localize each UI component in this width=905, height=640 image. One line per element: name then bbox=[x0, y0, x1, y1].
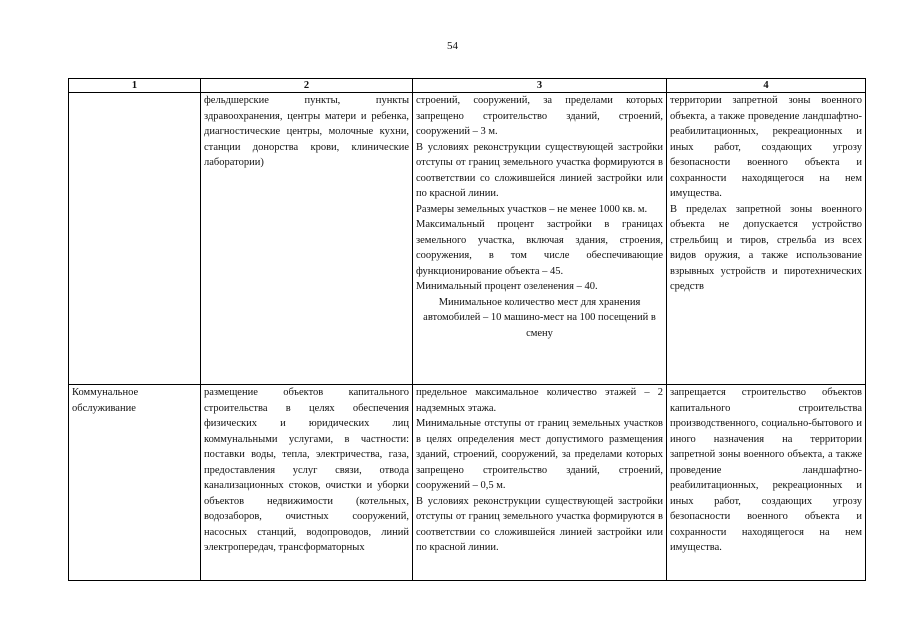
column-header-2: 2 bbox=[201, 79, 413, 93]
parameters-cell bbox=[413, 93, 667, 385]
description-text: фельдшерские пункты, пункты здравоохранения, центры матери и ребенка, диагностические центры, молочные кухни, станции донорства крови, клинические лаборатории) bbox=[204, 95, 409, 168]
column-header-1: 1 bbox=[69, 79, 201, 93]
parameters-paragraph: Размеры земельных участков – не менее 1000 кв. м. bbox=[416, 203, 648, 215]
table-header-row bbox=[69, 79, 866, 93]
parameters-paragraph: предельное максимальное количество этажей – 2 надземных этажа. bbox=[416, 387, 663, 414]
parameters-paragraph: Минимальное количество мест для хранения автомобилей – 10 машино-мест на 100 посещений в смену bbox=[423, 296, 656, 339]
parameters-paragraph: строений, сооружений, за пределами которых запрещено строительство зданий, строений, сооружений – 3 м. bbox=[416, 95, 663, 137]
parameters-paragraph: Минимальные отступы от границ земельных участков в целях определения мест допустимого размещения зданий, строений, сооружений, за пределами которых запрещено строительство зданий, строений, сооружений – 0,5 м. bbox=[416, 418, 663, 491]
restrictions-cell bbox=[667, 385, 866, 581]
table-row bbox=[69, 385, 866, 581]
description-cell bbox=[201, 385, 413, 581]
parameters-paragraph: Максимальный процент застройки в границах земельного участка, включая здания, строения, сооружения, в том числе обеспечивающие функционирование объекта – 45. bbox=[416, 219, 663, 277]
restrictions-cell bbox=[667, 93, 866, 385]
restrictions-paragraph: территории запретной зоны военного объекта, а также проведение ландшафтно-реабилитационных, рекреационных и иных работ, создающих угрозу безопасности военного объекта и сохранности находящегося на нем имущества. bbox=[670, 95, 862, 199]
description-text: размещение объектов капитального строительства в целях обеспечения физических и юридических лиц коммунальными услугами, в частности: поставки воды, тепла, электричества, газа, предоставления услуг связи, отвода канализационных стоков, очистки и уборки объектов недвижимости (котельных, водозаборов, очистных сооружений, насосных станций, водопроводов, линий электропередач, трансформаторных bbox=[204, 387, 409, 553]
restrictions-paragraph: запрещается строительство объектов капитального строительства производственного, социально-бытового и иного назначения на территории запретной зоны военного объекта, а также проведение ландшафтно-реабилитационных, рекреационных и иных работ, создающих угрозу безопасности военного объекта и сохранности находящегося на нем имущества. bbox=[670, 387, 862, 553]
parameters-paragraph: В условиях реконструкции существующей застройки отступы от границ земельного участка формируются в соответствии со сложившейся линией застройки или по красной линии. bbox=[416, 141, 663, 199]
column-header-3: 3 bbox=[413, 79, 667, 93]
table-row bbox=[69, 93, 866, 385]
use-type-cell bbox=[69, 93, 201, 385]
restrictions-paragraph: В пределах запретной зоны военного объекта не допускается устройство стрельбищ и тиров, стрельба из всех видов оружия, а также использование взрывных устройств и пиротехнических средств bbox=[670, 203, 862, 292]
parameters-paragraph: Минимальный процент озеленения – 40. bbox=[416, 281, 598, 292]
regulations-table bbox=[68, 78, 866, 581]
use-type-cell: Коммунальное обслуживание bbox=[69, 385, 201, 581]
column-header-4: 4 bbox=[667, 79, 866, 93]
page-number: 54 bbox=[447, 40, 458, 52]
parameters-paragraph: В условиях реконструкции существующей застройки отступы от границ земельного участка формируются в соответствии со сложившейся линией застройки или по красной линии. bbox=[416, 495, 663, 553]
description-cell bbox=[201, 93, 413, 385]
parameters-cell bbox=[413, 385, 667, 581]
